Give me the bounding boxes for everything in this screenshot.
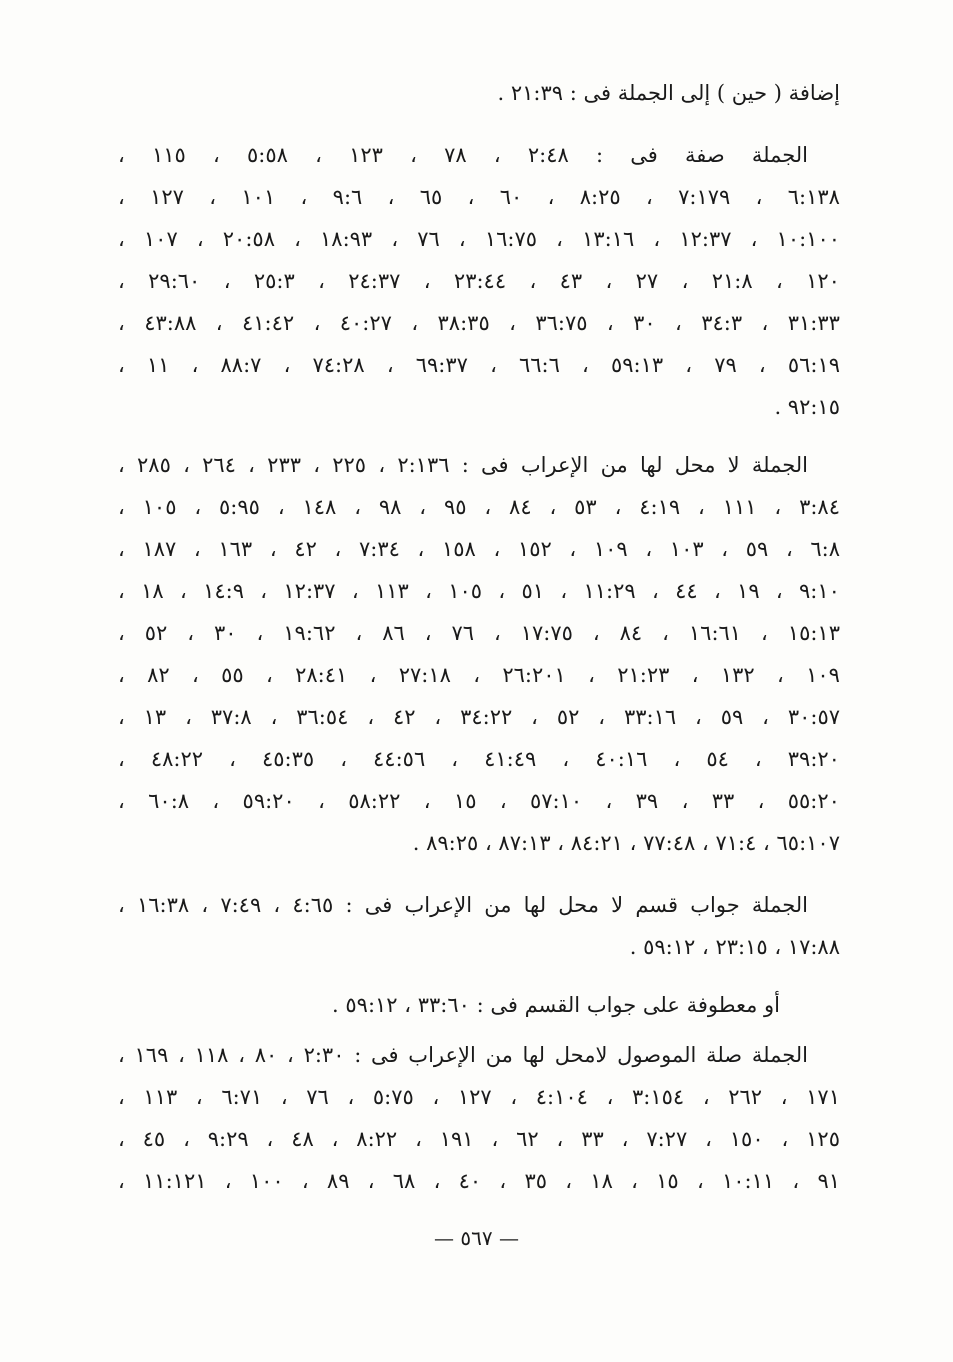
no-mahall-line: ٩:١٠ ، ١٩ ، ٤٤ ، ١١:٢٩ ، ٥١ ، ١٠٥ ، ١١٣ ، ١٢:٣٧ ، ١٤:٩ ، ١٨ ، xyxy=(118,579,840,603)
qasam-line: ١٧:٨٨ ، ٢٣:١٥ ، ٥٩:١٢ . xyxy=(629,935,840,959)
no-mahall-line: ٣:٨٤ ، ١١١ ، ٤:١٩ ، ٥٣ ، ٨٤ ، ٩٥ ، ٩٨ ، ١٤٨ ، ٥:٩٥ ، ١٠٥ ، xyxy=(118,495,840,519)
sila-paragraph xyxy=(118,1034,840,1202)
sifa-line: الجملة صفة فى : ٢:٤٨ ، ٧٨ ، ١٢٣ ، ٥:٥٨ ، ١١٥ ، xyxy=(118,143,809,167)
no-mahall-line: ٦٥:١٠٧ ، ٧١:٤ ، ٧٧:٤٨ ، ٨٤:٢١ ، ٨٧:١٣ ، ٨٩:٢٥ . xyxy=(412,831,840,855)
sifa-line: ٩٢:١٥ . xyxy=(774,395,840,419)
sila-line: ٩١ ، ١٠:١١ ، ١٥ ، ١٨ ، ٣٥ ، ٤٠ ، ٦٨ ، ٨٩ ، ١٠٠ ، ١١:١٢١ ، xyxy=(118,1169,841,1193)
no-mahall-line: ٥٥:٢٠ ، ٣٣ ، ٣٩ ، ٥٧:١٠ ، ١٥ ، ٥٨:٢٢ ، ٥٩:٢٠ ، ٦٠:٨ ، xyxy=(118,789,840,813)
qasam-paragraph xyxy=(118,884,840,968)
sifa-line: ١٢٠ ، ٢١:٨ ، ٢٧ ، ٤٣ ، ٢٣:٤٤ ، ٢٤:٣٧ ، ٢٥:٣ ، ٢٩:٦٠ ، xyxy=(118,269,840,293)
qasam-line: الجملة جواب قسم لا محل لها من الإعراب فى : ٤:٦٥ ، ٧:٤٩ ، ١٦:٣٨ ، xyxy=(118,893,809,917)
no-mahall-line: ٣٩:٢٠ ، ٥٤ ، ٤٠:١٦ ، ٤١:٤٩ ، ٤٤:٥٦ ، ٤٥:٣٥ ، ٤٨:٢٢ ، xyxy=(118,747,840,771)
no-mahall-line: ٣٠:٥٧ ، ٥٩ ، ٣٣:١٦ ، ٥٢ ، ٣٤:٢٢ ، ٤٢ ، ٣٦:٥٤ ، ٣٧:٨ ، ١٣ ، xyxy=(118,705,841,729)
no-mahall-paragraph xyxy=(118,444,840,864)
sifa-line: ١٠:١٠٠ ، ١٢:٣٧ ، ١٣:١٦ ، ١٦:٧٥ ، ٧٦ ، ١٨:٩٣ ، ٢٠:٥٨ ، ١٠٧ ، xyxy=(118,227,841,251)
matoufa-line: أو معطوفة على جواب القسم فى : ٣٣:٦٠ ، ٥٩:١٢ . xyxy=(332,993,780,1017)
sifa-line: ٥٦:١٩ ، ٧٩ ، ٥٩:١٣ ، ٦٦:٦ ، ٦٩:٣٧ ، ٧٤:٢٨ ، ٨٨:٧ ، ١١ ، xyxy=(118,353,841,377)
no-mahall-line: ٦:٨ ، ٥٩ ، ١٠٣ ، ١٠٩ ، ١٥٢ ، ١٥٨ ، ٧:٣٤ ، ٤٢ ، ١٦٣ ، ١٨٧ ، xyxy=(118,537,841,561)
sila-line: ١٧١ ، ٢٦٢ ، ٣:١٥٤ ، ٤:١٠٤ ، ١٢٧ ، ٥:٧٥ ، ٧٦ ، ٦:٧١ ، ١١٣ ، xyxy=(118,1085,840,1109)
sila-line: ١٢٥ ، ١٥٠ ، ٧:٢٧ ، ٣٣ ، ٦٢ ، ١٩١ ، ٨:٢٢ ، ٤٨ ، ٩:٢٩ ، ٤٥ ، xyxy=(118,1127,840,1151)
sifa-paragraph xyxy=(118,134,840,428)
sifa-line: ٦:١٣٨ ، ٧:١٧٩ ، ٨:٢٥ ، ٦٠ ، ٦٥ ، ٩:٦ ، ١٠١ ، ١٢٧ ، xyxy=(118,185,840,209)
idafa-paragraph xyxy=(497,72,840,114)
no-mahall-line: ١٥:١٣ ، ١٦:٦١ ، ٨٤ ، ١٧:٧٥ ، ٧٦ ، ٨٦ ، ١٩:٦٢ ، ٣٠ ، ٥٢ ، xyxy=(118,621,840,645)
sifa-line: ٣١:٣٣ ، ٣٤:٣ ، ٣٠ ، ٣٦:٧٥ ، ٣٨:٣٥ ، ٤٠:٢٧ ، ٤١:٤٢ ، ٤٣:٨٨ ، xyxy=(118,311,840,335)
no-mahall-line: الجملة لا محل لها من الإعراب فى : ٢:١٣٦ ، ٢٢٥ ، ٢٣٣ ، ٢٦٤ ، ٢٨٥ ، xyxy=(118,453,809,477)
sila-line: الجملة صلة الموصول لامحل لها من الإعراب فى : ٢:٣٠ ، ٨٠ ، ١١٨ ، ١٦٩ ، xyxy=(118,1043,809,1067)
no-mahall-line: ١٠٩ ، ١٣٢ ، ٢١:٢٣ ، ٢٦:٢٠١ ، ٢٧:١٨ ، ٢٨:٤١ ، ٥٥ ، ٨٢ ، xyxy=(118,663,840,687)
page-number: — ٥٦٧ — xyxy=(434,1226,519,1250)
idafa-line: إضافة ( حين ) إلى الجملة فى : ٢١:٣٩ . xyxy=(497,81,840,105)
matoufa-paragraph xyxy=(332,984,780,1026)
